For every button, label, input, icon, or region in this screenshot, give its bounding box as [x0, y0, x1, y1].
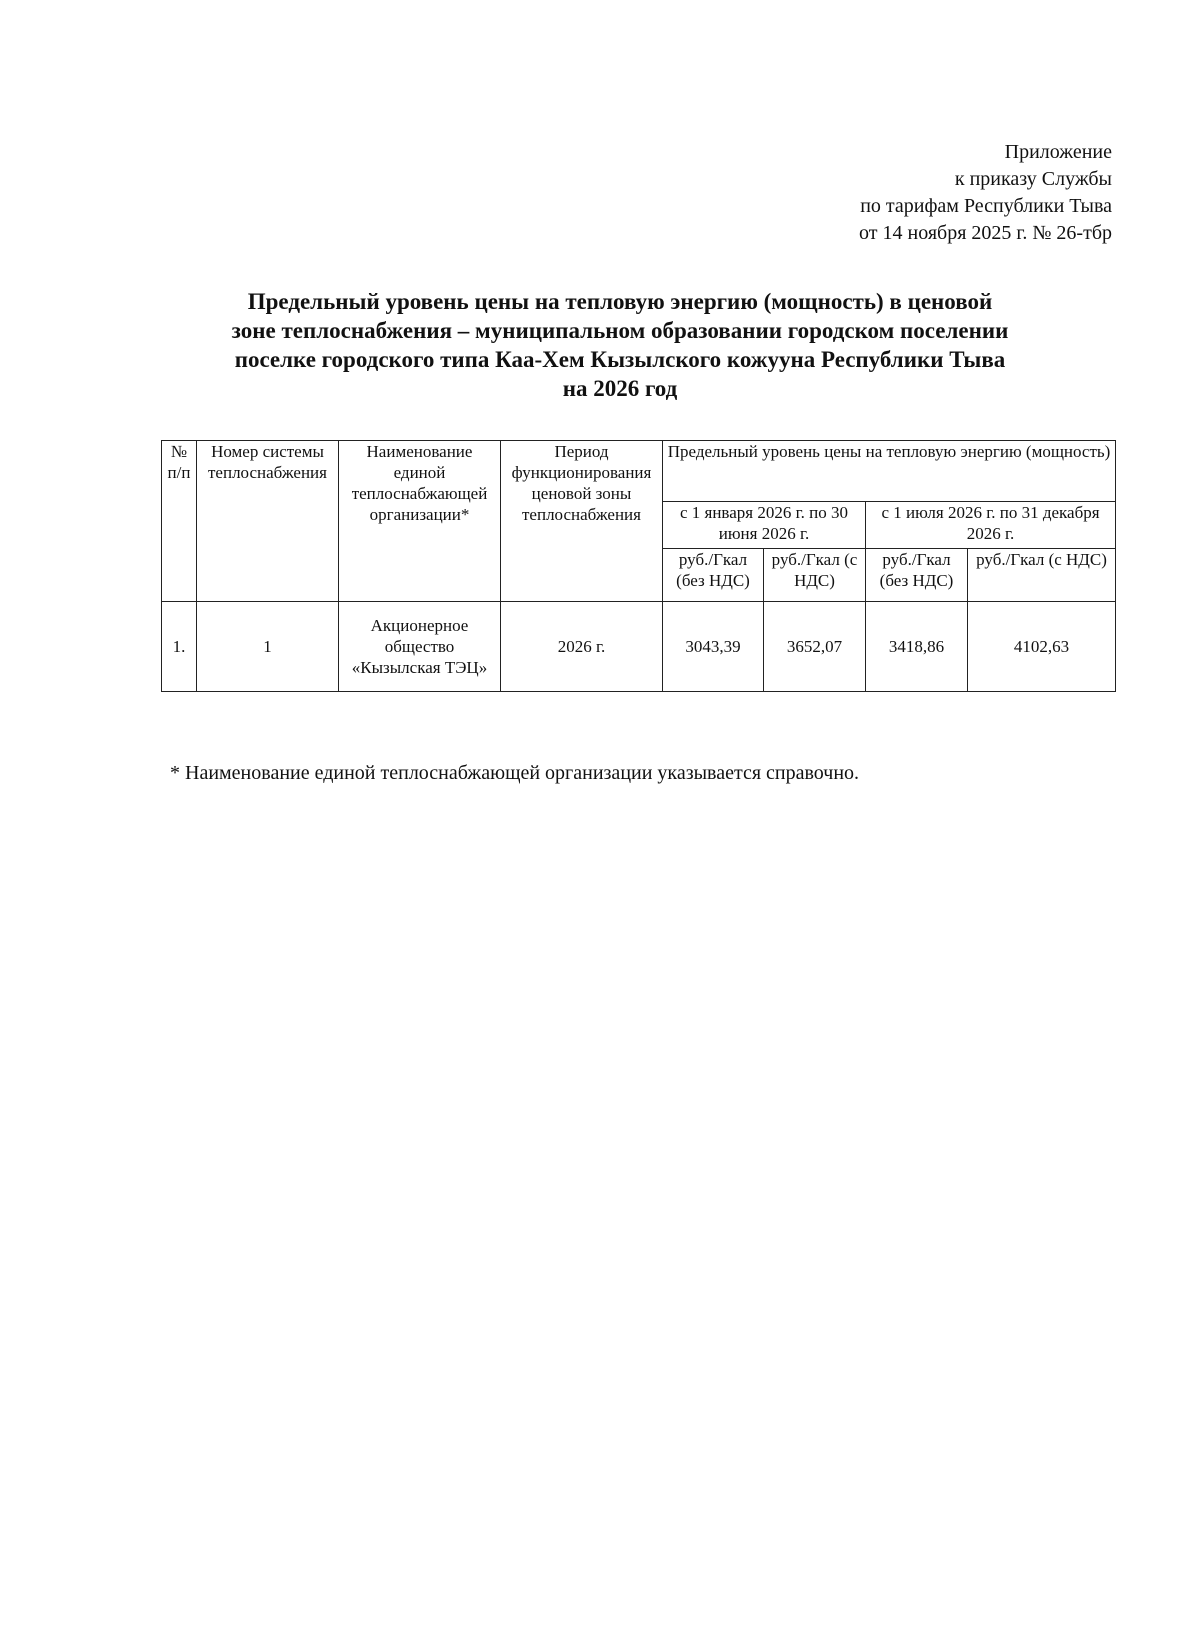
header-unit-no-vat: руб./Гкал (без НДС)	[663, 549, 764, 602]
header-system: Номер системы теплоснабжения	[197, 441, 339, 602]
title-line: Предельный уровень цены на тепловую энергию (мощность) в ценовой	[247, 289, 993, 314]
table-row	[162, 602, 1116, 692]
appendix-order-ref: к приказу Службы	[954, 168, 1112, 190]
header-half-year-2: с 1 июля 2026 г. по 31 декабря 2026 г.	[866, 502, 1116, 549]
cell-system: 1	[197, 602, 339, 692]
header-num: № п/п	[162, 441, 197, 602]
appendix-header	[859, 139, 1112, 247]
header-half-year-1: с 1 января 2026 г. по 30 июня 2026 г.	[663, 502, 866, 549]
cell-h2-vat: 4102,63	[968, 602, 1116, 692]
cell-org: Акционерное общество «Кызылская ТЭЦ»	[339, 602, 501, 692]
appendix-label: Приложение	[1004, 141, 1112, 163]
header-org: Наименование единой теплоснабжающей организации*	[339, 441, 501, 602]
footnote: * Наименование единой теплоснабжающей организации указывается справочно.	[170, 762, 860, 784]
title-line: на 2026 год	[562, 376, 678, 401]
tariff-table	[161, 440, 1116, 692]
appendix-date: от 14 ноября 2025 г. № 26-тбр	[859, 222, 1112, 244]
header-period: Период функционирования ценовой зоны теплоснабжения	[501, 441, 663, 602]
header-unit-no-vat: руб./Гкал (без НДС)	[866, 549, 968, 602]
cell-period: 2026 г.	[501, 602, 663, 692]
title-line: поселке городского типа Каа-Хем Кызылского кожууна Республики Тыва	[234, 347, 1006, 372]
header-unit-vat: руб./Гкал (с НДС)	[968, 549, 1116, 602]
header-price-level: Предельный уровень цены на тепловую энергию (мощность)	[663, 441, 1116, 502]
title-line: зоне теплоснабжения – муниципальном образовании городском поселении	[231, 318, 1009, 343]
appendix-service: по тарифам Республики Тыва	[860, 195, 1112, 217]
cell-h1-no-vat: 3043,39	[663, 602, 764, 692]
cell-num: 1.	[162, 602, 197, 692]
document-title	[150, 287, 1090, 403]
header-unit-vat: руб./Гкал (с НДС)	[764, 549, 866, 602]
cell-h2-no-vat: 3418,86	[866, 602, 968, 692]
cell-h1-vat: 3652,07	[764, 602, 866, 692]
